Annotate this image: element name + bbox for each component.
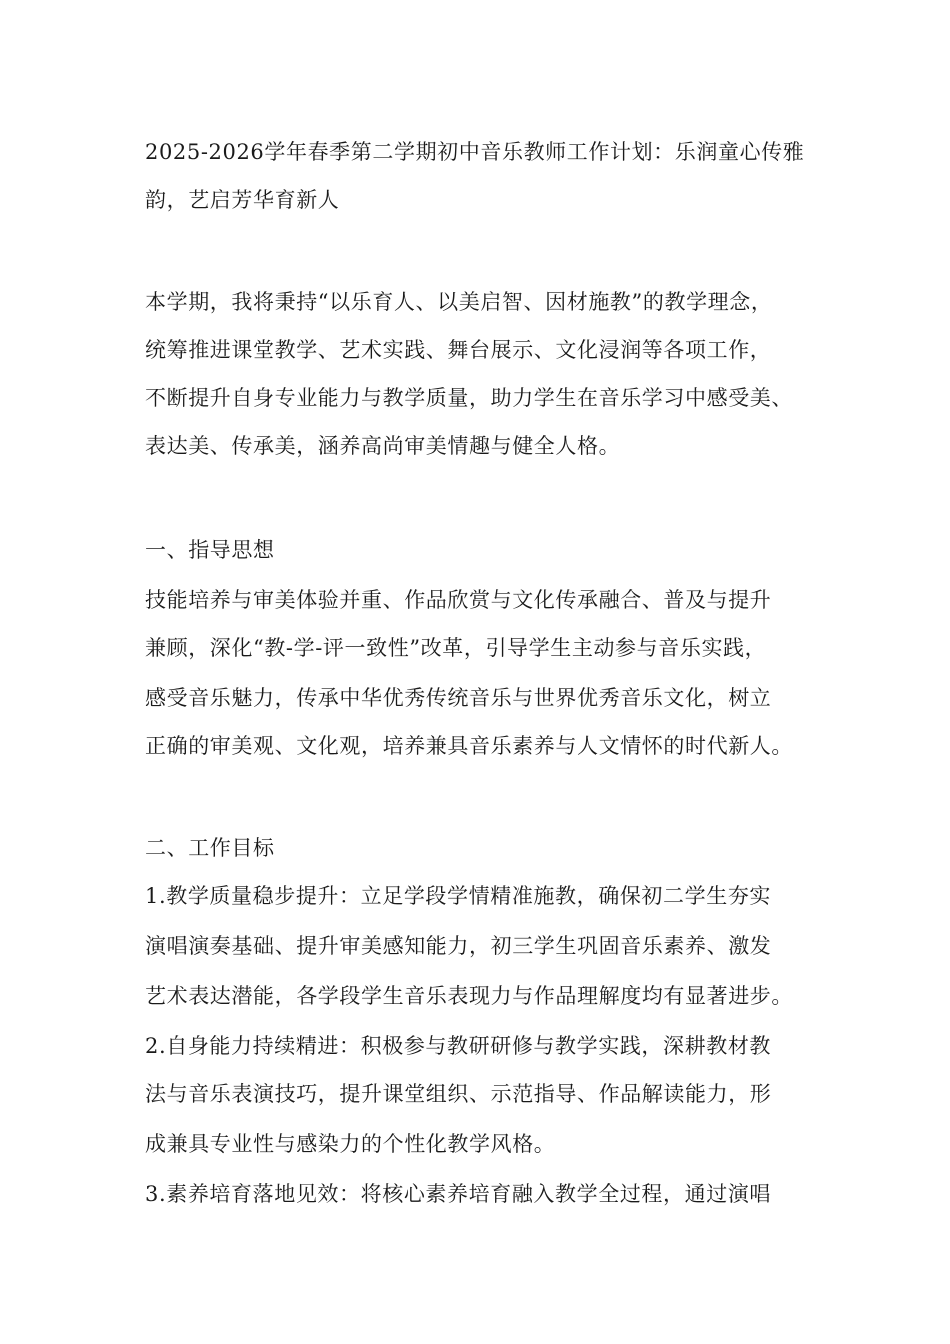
goal-1-line-1: 1.教学质量稳步提升：立足学段学情精准施教，确保初二学生夯实 xyxy=(145,884,772,908)
guiding-thought-line-3: 感受音乐魅力，传承中华优秀传统音乐与世界优秀音乐文化，树立 xyxy=(145,686,772,710)
intro-line-4: 表达美、传承美，涵养高尚审美情趣与健全人格。 xyxy=(145,434,621,458)
goal-2-line-1: 2.自身能力持续精进：积极参与教研研修与教学实践，深耕教材教 xyxy=(145,1034,772,1058)
guiding-thought-line-2: 兼顾，深化“教-学-评一致性”改革，引导学生主动参与音乐实践， xyxy=(145,636,767,660)
document-title-line-1: 2025-2026学年春季第二学期初中音乐教师工作计划：乐润童心传雅 xyxy=(145,140,805,164)
goal-3-line-1: 3.素养培育落地见效：将核心素养培育融入教学全过程，通过演唱 xyxy=(145,1182,772,1206)
section-heading-guiding-thought: 一、指导思想 xyxy=(145,538,275,562)
intro-line-3: 不断提升自身专业能力与教学质量，助力学生在音乐学习中感受美、 xyxy=(145,386,793,410)
goal-2-line-2: 法与音乐表演技巧，提升课堂组织、示范指导、作品解读能力，形 xyxy=(145,1082,772,1106)
guiding-thought-line-4: 正确的审美观、文化观，培养兼具音乐素养与人文情怀的时代新人。 xyxy=(145,734,793,758)
intro-line-2: 统筹推进课堂教学、艺术实践、舞台展示、文化浸润等各项工作， xyxy=(145,338,772,362)
guiding-thought-line-1: 技能培养与审美体验并重、作品欣赏与文化传承融合、普及与提升 xyxy=(145,588,772,612)
document-title-line-2: 韵，艺启芳华育新人 xyxy=(145,188,340,212)
goal-1-line-2: 演唱演奏基础、提升审美感知能力，初三学生巩固音乐素养、激发 xyxy=(145,934,772,958)
section-heading-work-goals: 二、工作目标 xyxy=(145,836,275,860)
intro-line-1: 本学期，我将秉持“以乐育人、以美启智、因材施教”的教学理念， xyxy=(145,290,773,314)
goal-1-line-3: 艺术表达潜能，各学段学生音乐表现力与作品理解度均有显著进步。 xyxy=(145,984,793,1008)
goal-2-line-3: 成兼具专业性与感染力的个性化教学风格。 xyxy=(145,1132,556,1156)
